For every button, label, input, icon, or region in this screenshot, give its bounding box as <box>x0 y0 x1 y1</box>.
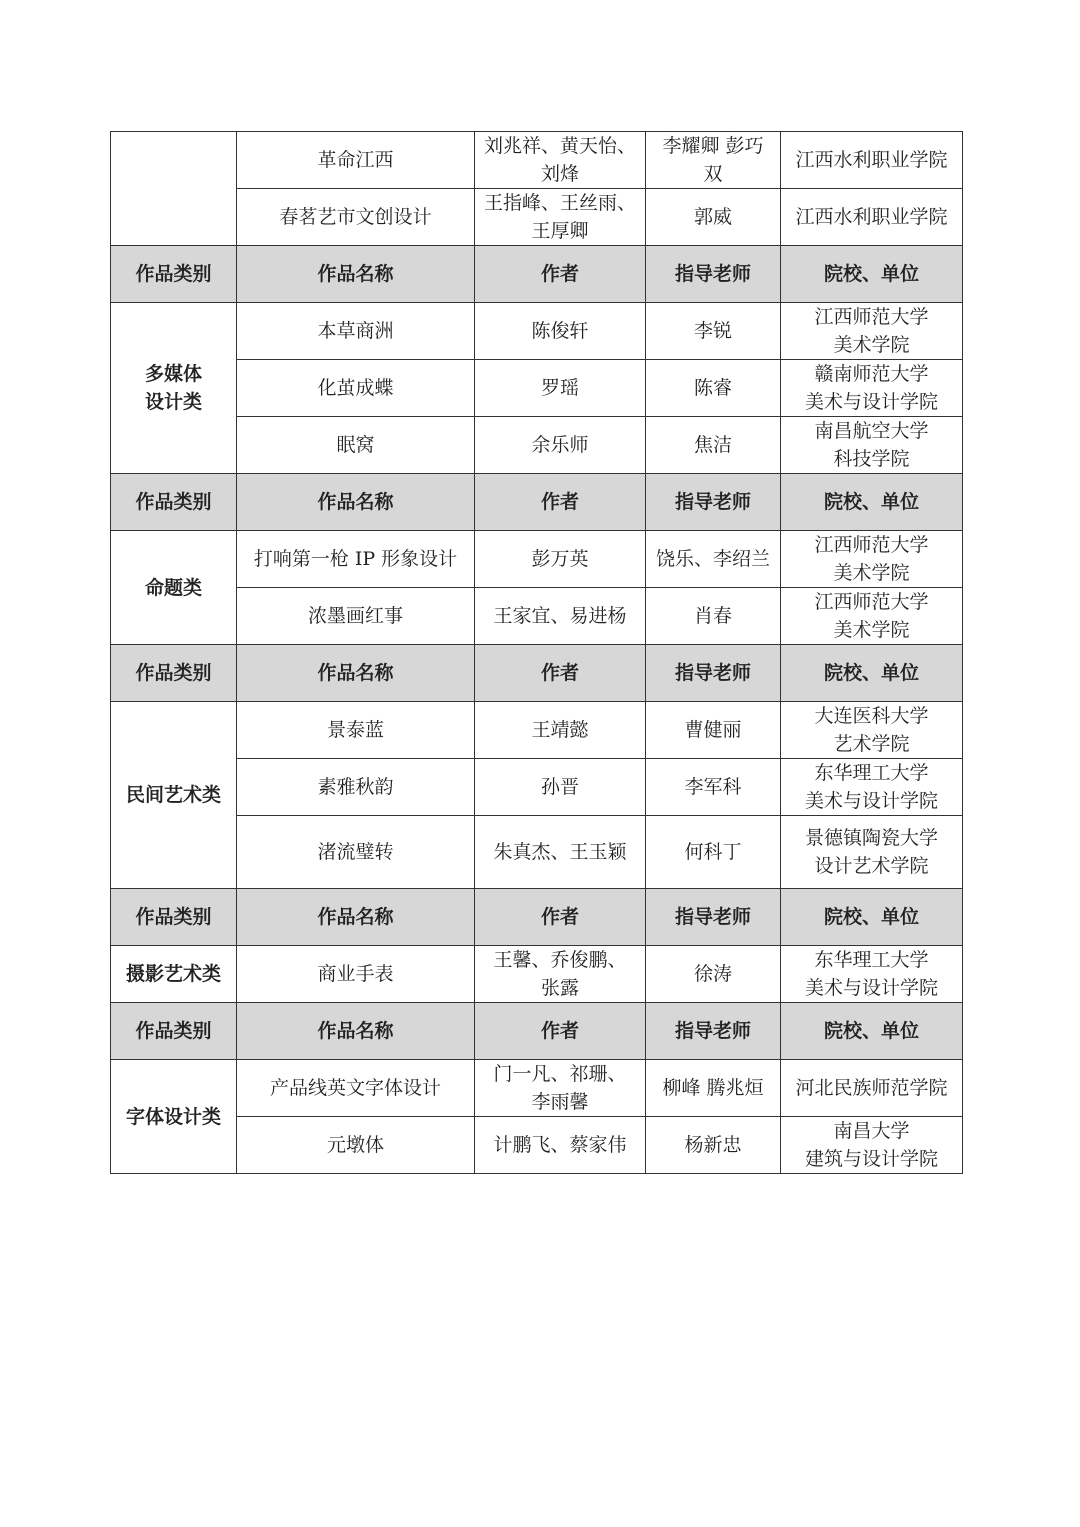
author-cell-text: 李雨馨 <box>531 1091 589 1113</box>
work-title-cell <box>237 588 475 645</box>
author-cell <box>475 816 646 889</box>
school-cell <box>781 531 963 588</box>
work-title-cell-text: 眠窝 <box>336 434 375 456</box>
work-title-cell-text: 打响第一枪 IP 形象设计 <box>253 548 458 570</box>
advisor-cell-text: 饶乐、李绍兰 <box>655 548 770 570</box>
school-cell-text: 美术学院 <box>833 334 910 356</box>
header-school-text: 院校、单位 <box>823 491 919 513</box>
author-cell <box>475 588 646 645</box>
table-row <box>111 189 963 246</box>
category-cell-text: 字体设计类 <box>125 1105 221 1128</box>
table-row <box>111 759 963 816</box>
advisor-cell-text: 李军科 <box>684 776 742 798</box>
author-cell-text: 王厚卿 <box>531 220 589 242</box>
header-row <box>111 1003 963 1060</box>
category-cell-text: 民间艺术类 <box>125 784 221 806</box>
header-school <box>781 474 963 531</box>
work-title-cell <box>237 303 475 360</box>
author-cell <box>475 303 646 360</box>
advisor-cell-text: 柳峰 腾兆烜 <box>662 1077 764 1099</box>
work-title-cell-text: 浓墨画红事 <box>307 605 403 627</box>
category-cell <box>111 132 237 246</box>
table-row <box>111 1117 963 1174</box>
work-title-cell <box>237 702 475 759</box>
header-advisor <box>646 246 781 303</box>
author-cell <box>475 1060 646 1117</box>
advisor-cell-text: 双 <box>703 163 723 185</box>
header-author <box>475 645 646 702</box>
author-cell-text: 余乐师 <box>531 434 589 456</box>
table-row <box>111 531 963 588</box>
header-school <box>781 889 963 946</box>
work-title-cell <box>237 531 475 588</box>
header-category <box>111 889 237 946</box>
header-author-text: 作者 <box>540 906 579 928</box>
table-row <box>111 702 963 759</box>
advisor-cell <box>646 588 781 645</box>
advisor-cell <box>646 417 781 474</box>
header-work-text: 作品名称 <box>317 662 394 684</box>
author-cell-text: 刘烽 <box>540 163 579 185</box>
author-cell-text: 刘兆祥、黄天怡、 <box>483 135 636 157</box>
school-cell-text: 南昌大学 <box>833 1120 910 1142</box>
author-cell <box>475 759 646 816</box>
school-cell-text: 设计艺术学院 <box>814 855 929 877</box>
category-cell <box>111 303 237 474</box>
work-title-cell-text: 素雅秋韵 <box>317 776 394 798</box>
header-school-text: 院校、单位 <box>823 662 919 684</box>
work-title-cell-text: 产品线英文字体设计 <box>269 1077 441 1099</box>
author-cell-text: 王馨、乔俊鹏、 <box>493 949 627 971</box>
header-author <box>475 474 646 531</box>
author-cell-text: 陈俊轩 <box>531 320 589 342</box>
work-title-cell-text: 革命江西 <box>317 149 394 171</box>
advisor-cell <box>646 303 781 360</box>
school-cell <box>781 816 963 889</box>
header-author <box>475 1003 646 1060</box>
header-category <box>111 645 237 702</box>
header-author-text: 作者 <box>540 263 579 285</box>
header-author <box>475 889 646 946</box>
header-category-text: 作品类别 <box>135 491 212 513</box>
school-cell-text: 赣南师范大学 <box>814 363 929 385</box>
author-cell <box>475 702 646 759</box>
advisor-cell-text: 肖春 <box>693 605 732 627</box>
school-cell <box>781 303 963 360</box>
header-advisor-text: 指导老师 <box>674 906 751 928</box>
author-cell-text: 彭万英 <box>531 548 589 570</box>
advisor-cell <box>646 1060 781 1117</box>
advisor-cell <box>646 1117 781 1174</box>
header-category-text: 作品类别 <box>135 263 212 285</box>
category-cell-text: 设计类 <box>144 391 202 413</box>
school-cell-text: 美术学院 <box>833 562 910 584</box>
author-cell-text: 门一凡、祁珊、 <box>493 1063 627 1085</box>
author-cell <box>475 1117 646 1174</box>
school-cell-text: 河北民族师范学院 <box>795 1077 948 1099</box>
author-cell <box>475 189 646 246</box>
header-category-text: 作品类别 <box>135 662 212 684</box>
school-cell-text: 江西水利职业学院 <box>795 149 948 171</box>
header-work <box>237 474 475 531</box>
work-title-cell-text: 渚流璧转 <box>317 841 394 863</box>
header-advisor-text: 指导老师 <box>674 491 751 513</box>
table-row <box>111 816 963 889</box>
category-cell <box>111 702 237 889</box>
advisor-cell <box>646 946 781 1003</box>
advisor-cell <box>646 189 781 246</box>
table-row <box>111 360 963 417</box>
header-category-text: 作品类别 <box>135 1020 212 1042</box>
work-title-cell-text: 春茗艺市文创设计 <box>279 206 432 228</box>
advisor-cell <box>646 360 781 417</box>
author-cell <box>475 531 646 588</box>
author-cell-text: 张露 <box>540 977 579 999</box>
author-cell-text: 朱真杰、王玉颖 <box>493 841 627 863</box>
work-title-cell-text: 本草商洲 <box>317 320 394 342</box>
category-cell-text: 多媒体 <box>144 363 202 385</box>
school-cell <box>781 946 963 1003</box>
work-title-cell <box>237 946 475 1003</box>
school-cell <box>781 189 963 246</box>
work-title-cell <box>237 417 475 474</box>
header-advisor-text: 指导老师 <box>674 1020 751 1042</box>
school-cell <box>781 588 963 645</box>
author-cell-text: 罗瑶 <box>540 377 579 399</box>
advisor-cell-text: 李锐 <box>693 320 732 342</box>
school-cell <box>781 360 963 417</box>
author-cell-text: 孙晋 <box>540 776 579 798</box>
advisor-cell-text: 徐涛 <box>693 963 732 985</box>
header-category <box>111 246 237 303</box>
school-cell-text: 美术与设计学院 <box>804 977 938 999</box>
header-category <box>111 1003 237 1060</box>
school-cell-text: 景德镇陶瓷大学 <box>804 827 938 849</box>
school-cell-text: 科技学院 <box>833 448 910 470</box>
school-cell <box>781 759 963 816</box>
header-row <box>111 246 963 303</box>
author-cell <box>475 132 646 189</box>
table-row <box>111 588 963 645</box>
author-cell <box>475 417 646 474</box>
school-cell <box>781 1060 963 1117</box>
header-row <box>111 889 963 946</box>
school-cell <box>781 417 963 474</box>
school-cell-text: 南昌航空大学 <box>814 420 929 442</box>
header-advisor <box>646 889 781 946</box>
work-title-cell <box>237 132 475 189</box>
school-cell-text: 大连医科大学 <box>814 705 929 727</box>
work-title-cell <box>237 759 475 816</box>
header-school <box>781 246 963 303</box>
header-work-text: 作品名称 <box>317 263 394 285</box>
category-cell <box>111 531 237 645</box>
header-row <box>111 474 963 531</box>
header-school-text: 院校、单位 <box>823 1020 919 1042</box>
header-author <box>475 246 646 303</box>
work-title-cell <box>237 816 475 889</box>
header-school-text: 院校、单位 <box>823 906 919 928</box>
header-advisor <box>646 474 781 531</box>
header-author-text: 作者 <box>540 1020 579 1042</box>
table-row <box>111 303 963 360</box>
school-cell-text: 美术学院 <box>833 619 910 641</box>
author-cell <box>475 360 646 417</box>
school-cell-text: 江西水利职业学院 <box>795 206 948 228</box>
header-advisor-text: 指导老师 <box>674 263 751 285</box>
work-title-cell-text: 景泰蓝 <box>326 719 384 741</box>
school-cell-text: 东华理工大学 <box>814 762 929 784</box>
header-row <box>111 645 963 702</box>
school-cell <box>781 132 963 189</box>
table-row <box>111 417 963 474</box>
advisor-cell-text: 李耀卿 彭巧 <box>662 135 764 157</box>
advisor-cell-text: 郭威 <box>693 206 732 228</box>
table-row <box>111 1060 963 1117</box>
advisor-cell <box>646 759 781 816</box>
header-author-text: 作者 <box>540 491 579 513</box>
work-title-cell <box>237 1060 475 1117</box>
header-category <box>111 474 237 531</box>
author-cell-text: 王靖懿 <box>531 719 589 741</box>
table-row <box>111 132 963 189</box>
header-work-text: 作品名称 <box>317 1020 394 1042</box>
header-work-text: 作品名称 <box>317 906 394 928</box>
school-cell-text: 江西师范大学 <box>814 591 929 613</box>
header-work <box>237 246 475 303</box>
category-cell <box>111 1060 237 1174</box>
author-cell-text: 王家宜、易进杨 <box>493 605 627 627</box>
work-title-cell <box>237 360 475 417</box>
work-title-cell-text: 元墩体 <box>326 1134 384 1156</box>
school-cell <box>781 1117 963 1174</box>
advisor-cell <box>646 702 781 759</box>
advisor-cell-text: 何科丁 <box>684 841 742 863</box>
school-cell-text: 美术与设计学院 <box>804 790 938 812</box>
category-cell-text: 命题类 <box>144 576 202 599</box>
table-row <box>111 946 963 1003</box>
header-work-text: 作品名称 <box>317 491 394 513</box>
school-cell-text: 江西师范大学 <box>814 534 929 556</box>
author-cell <box>475 946 646 1003</box>
header-school <box>781 645 963 702</box>
header-work <box>237 1003 475 1060</box>
header-school-text: 院校、单位 <box>823 263 919 285</box>
author-cell-text: 王指峰、王丝雨、 <box>483 192 636 214</box>
advisor-cell <box>646 816 781 889</box>
advisor-cell-text: 陈睿 <box>693 377 732 399</box>
header-author-text: 作者 <box>540 662 579 684</box>
school-cell-text: 江西师范大学 <box>814 306 929 328</box>
advisor-cell-text: 焦洁 <box>693 434 732 456</box>
advisor-cell-text: 杨新忠 <box>684 1134 742 1156</box>
award-table <box>110 131 963 1174</box>
header-school <box>781 1003 963 1060</box>
advisor-cell-text: 曹健丽 <box>684 719 742 741</box>
header-advisor-text: 指导老师 <box>674 662 751 684</box>
school-cell-text: 东华理工大学 <box>814 949 929 971</box>
header-advisor <box>646 645 781 702</box>
category-cell <box>111 946 237 1003</box>
header-work <box>237 889 475 946</box>
work-title-cell <box>237 1117 475 1174</box>
category-cell-text: 摄影艺术类 <box>125 963 221 985</box>
work-title-cell-text: 商业手表 <box>317 963 394 985</box>
header-work <box>237 645 475 702</box>
header-category-text: 作品类别 <box>135 906 212 928</box>
work-title-cell-text: 化茧成蝶 <box>317 377 394 399</box>
author-cell-text: 计鹏飞、蔡家伟 <box>493 1134 627 1156</box>
school-cell-text: 美术与设计学院 <box>804 391 938 413</box>
work-title-cell <box>237 189 475 246</box>
header-advisor <box>646 1003 781 1060</box>
school-cell <box>781 702 963 759</box>
school-cell-text: 建筑与设计学院 <box>804 1148 938 1170</box>
advisor-cell <box>646 531 781 588</box>
school-cell-text: 艺术学院 <box>833 733 910 755</box>
advisor-cell <box>646 132 781 189</box>
